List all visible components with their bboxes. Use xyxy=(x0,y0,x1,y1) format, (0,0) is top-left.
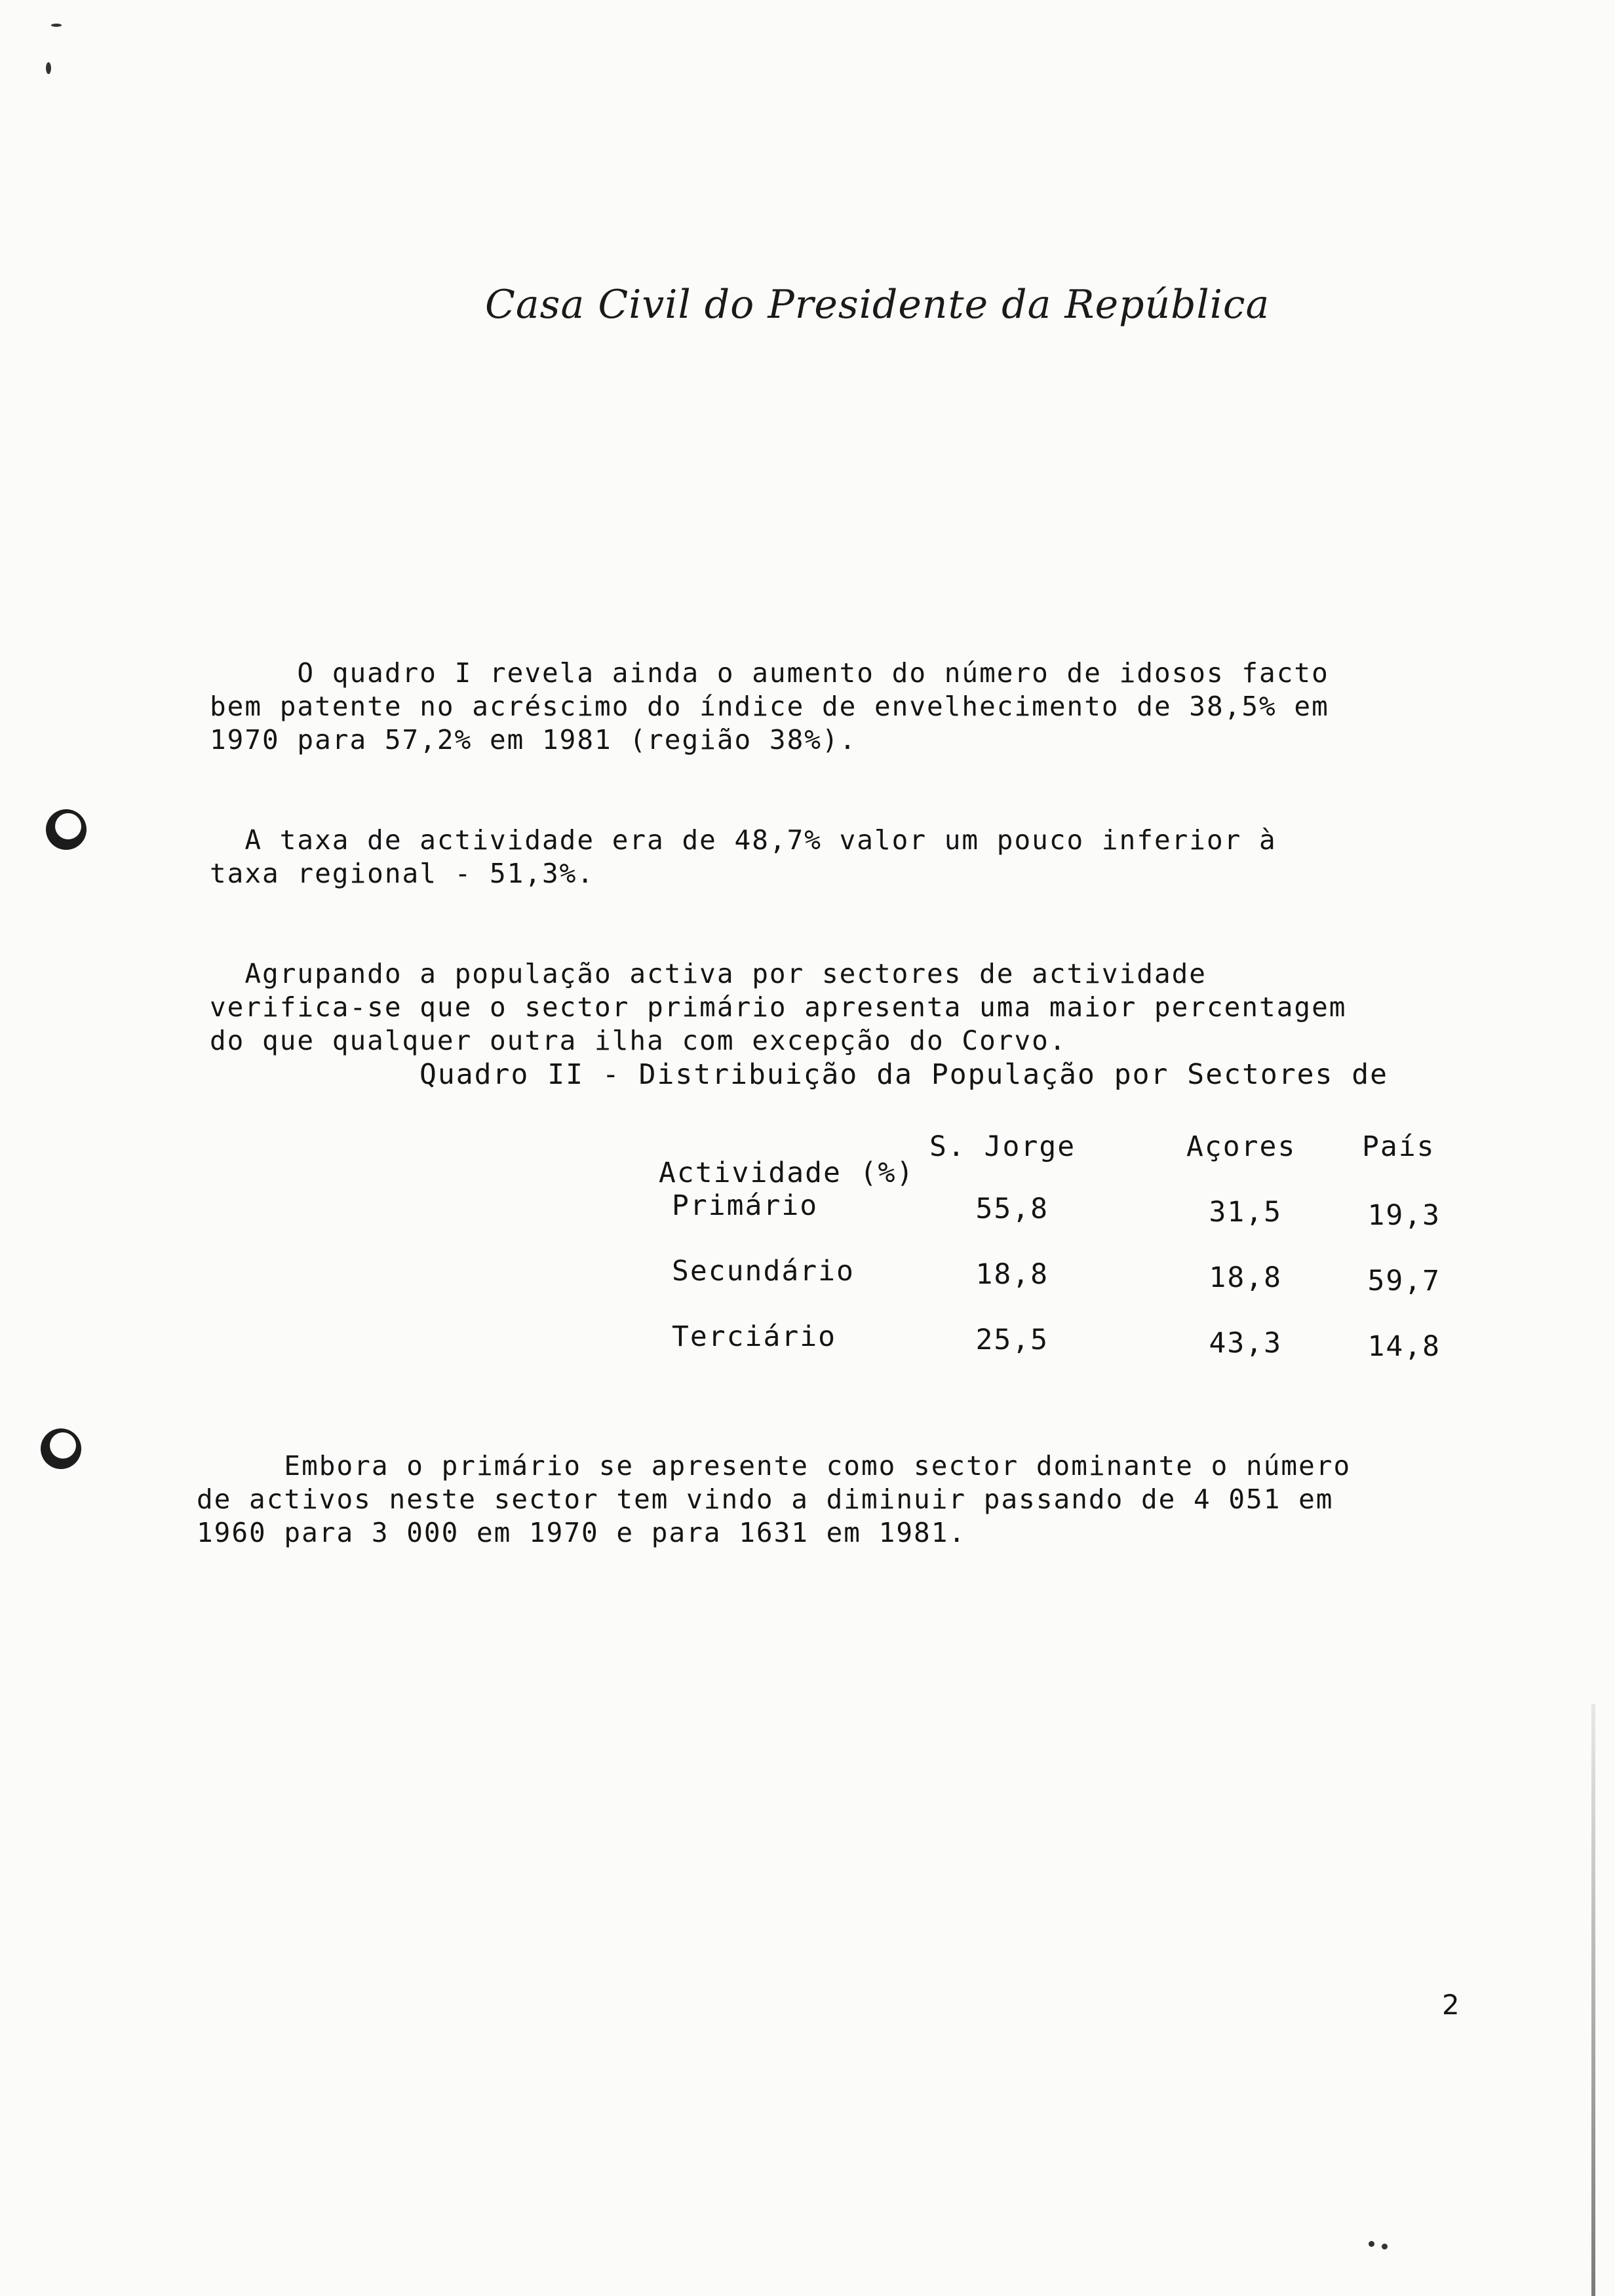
scan-mark xyxy=(1369,2241,1374,2247)
column-header-acores: Açores xyxy=(1186,1130,1296,1163)
column-header-s-jorge: S. Jorge xyxy=(929,1130,1076,1163)
cell-secundario-acores: 18,8 xyxy=(1209,1261,1282,1294)
scan-mark xyxy=(51,24,62,27)
punch-hole-upper xyxy=(46,809,87,850)
cell-secundario-s-jorge: 18,8 xyxy=(975,1258,1049,1291)
column-header-pais: País xyxy=(1362,1130,1435,1163)
scan-mark xyxy=(46,62,51,74)
table-title-line-1: Quadro II - Distribuição da População por Sectores de xyxy=(419,1058,1389,1091)
row-label-primario: Primário xyxy=(672,1189,819,1222)
cell-terciario-acores: 43,3 xyxy=(1209,1327,1282,1360)
scan-mark xyxy=(1382,2244,1388,2249)
cell-primario-acores: 31,5 xyxy=(1209,1196,1282,1229)
page-number: 2 xyxy=(1442,1989,1460,2021)
paragraph-sectores: Agrupando a população activa por sectores de actividade verifica-se que o sector primário apresenta uma maior percentagem do que qualquer outra ilha com excepção do Corvo. xyxy=(210,958,1347,1056)
row-label-secundario: Secundário xyxy=(672,1255,855,1288)
cell-secundario-pais: 59,7 xyxy=(1367,1265,1441,1297)
closing-text xyxy=(197,1383,1508,1617)
punch-hole-lower xyxy=(41,1428,81,1469)
cell-primario-s-jorge: 55,8 xyxy=(975,1193,1049,1225)
paragraph-activos: Embora o primário se apresente como sector dominante o número de activos neste sector tem vindo a diminuir passando de 4 051 em 1960 para 3 000 em 1970 e para 1631 em 1981. xyxy=(197,1450,1352,1548)
table-title-line-2: Actividade (%) xyxy=(659,1157,915,1189)
cell-terciario-s-jorge: 25,5 xyxy=(975,1324,1049,1356)
cell-terciario-pais: 14,8 xyxy=(1367,1330,1441,1363)
page-edge-shadow xyxy=(1591,1704,1595,2296)
letterhead: Casa Civil do Presidente da República xyxy=(485,282,1270,328)
cell-primario-pais: 19,3 xyxy=(1367,1199,1441,1232)
paragraph-idosos: O quadro I revela ainda o aumento do número de idosos facto bem patente no acréscimo do índice de envelhecimento de 38,5% em 1970 para 57,2% em 1981 (região 38%). xyxy=(210,657,1329,756)
paragraph-taxa-actividade: A taxa de actividade era de 48,7% valor um pouco inferior à taxa regional - 51,3%. xyxy=(210,824,1277,889)
row-label-terciario: Terciário xyxy=(672,1320,836,1353)
